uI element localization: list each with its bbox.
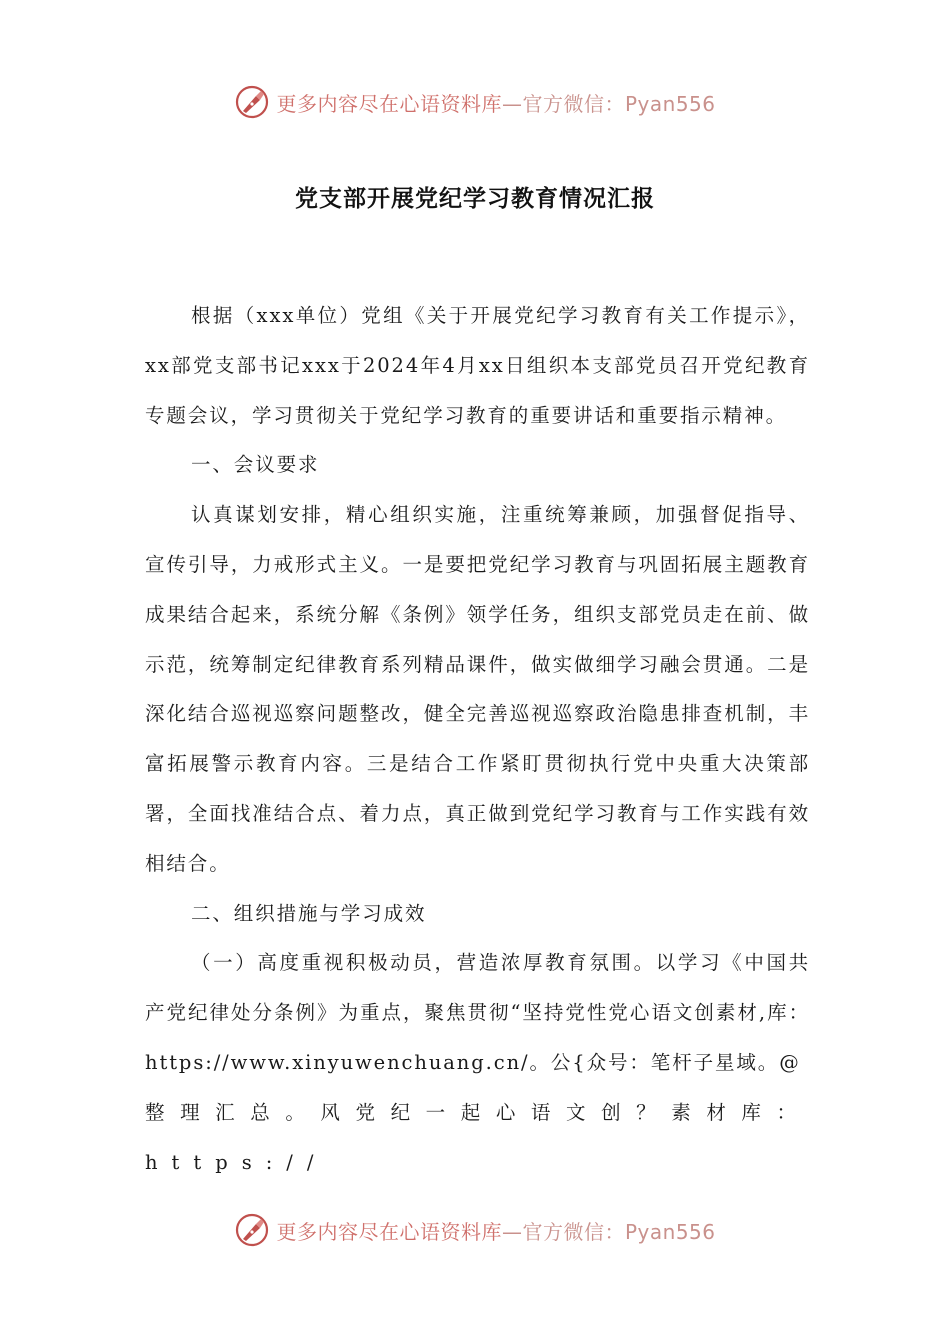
watermark-text <box>276 88 715 117</box>
watermark-banner-bottom <box>0 1210 950 1250</box>
pen-nib-logo-icon <box>234 84 270 120</box>
watermark-brand: 更多内容尽在心语资料库 <box>276 1219 502 1244</box>
watermark-wechat: Pyan556 <box>624 91 716 116</box>
watermark-label: 官方微信： <box>522 1219 625 1244</box>
watermark-dash: — <box>501 91 523 116</box>
watermark-banner-top <box>0 82 950 122</box>
watermark-label: 官方微信： <box>522 91 625 116</box>
document-body <box>145 291 810 1187</box>
watermark-dash: — <box>501 1219 523 1244</box>
pen-nib-logo-icon <box>234 1212 270 1248</box>
paragraph-measures-1: （一）高度重视积极动员，营造浓厚教育氛围。以学习《中国共产党纪律处分条例》为重点，聚焦贯彻“坚持党性党心语文创素材,库：https://www.xinyuwenchuang.cn/。公{众号：笔杆子星域。@ <box>145 951 810 1074</box>
document-title: 党支部开展党纪学习教育情况汇报 <box>295 186 655 212</box>
watermark-text <box>276 1216 715 1245</box>
watermark-wechat: Pyan556 <box>624 1219 716 1244</box>
watermark-brand: 更多内容尽在心语资料库 <box>276 91 502 116</box>
section-heading-2: 二、组织措施与学习成效 <box>191 901 427 925</box>
section-heading-1: 一、会议要求 <box>191 453 320 477</box>
paragraph-intro: 根据（xxx单位）党组《关于开展党纪学习教育有关工作提示》，xx部党支部书记xxx于2024年4月xx日组织本支部党员召开党纪教育专题会议，学习贯彻关于党纪学习教育的重要讲话和重要指示精神。 <box>145 304 810 427</box>
paragraph-measures-continued: 整理汇总。风党纪一起心语文创？素材库：https:// <box>145 1100 810 1174</box>
paragraph-meeting-requirements: 认真谋划安排，精心组织实施，注重统筹兼顾，加强督促指导、宣传引导，力戒形式主义。一是要把党纪学习教育与巩固拓展主题教育成果结合起来，系统分解《条例》领学任务，组织支部党员走在前、做示范，统筹制定纪律教育系列精品课件，做实做细学习融会贯通。二是深化结合巡视巡察问题整改，健全完善巡视巡察政治隐患排查机制，丰富拓展警示教育内容。三是结合工作紧盯贯彻执行党中央重大决策部署，全面找准结合点、着力点，真正做到党纪学习教育与工作实践有效相结合。 <box>145 503 810 875</box>
